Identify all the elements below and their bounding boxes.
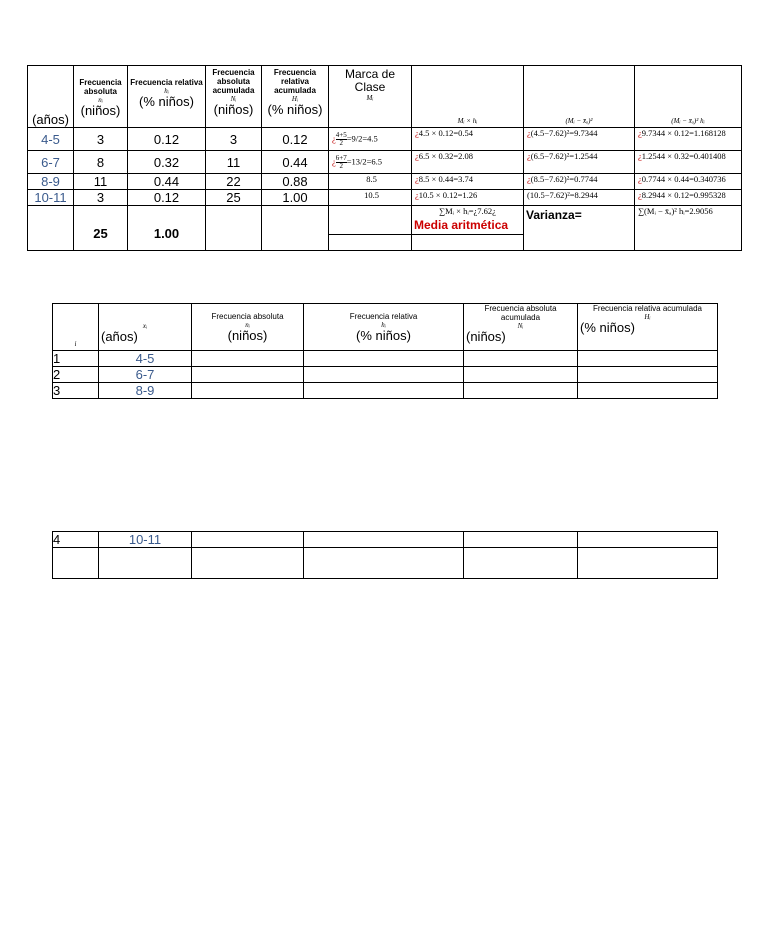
cum-abs-frequency: 22: [206, 174, 262, 190]
empty-cell: [304, 383, 464, 399]
header-frecuencia-relativa: Frecuencia relativa hᵢ (% niños): [128, 66, 206, 128]
empty-cell: [464, 351, 578, 367]
header-i: i: [53, 304, 99, 351]
table-row: [53, 367, 718, 383]
header-frecuencia-absoluta: Frecuencia absoluta nᵢ (niños): [74, 66, 128, 128]
class-interval: 6-7: [99, 367, 192, 383]
empty-cell: [578, 532, 718, 548]
cum-abs-frequency: 3: [206, 128, 262, 151]
header-frecuencia-absoluta: Frecuencia absoluta nᵢ (niños): [192, 304, 304, 351]
varianza-cell: [524, 206, 635, 251]
squared-deviation: ¿(4.5−7.62)²=9.7344: [524, 128, 635, 151]
abs-frequency: 11: [74, 174, 128, 190]
sum-variance-cell: [635, 206, 742, 251]
empty-cell: [464, 548, 578, 579]
table-row: [53, 351, 718, 367]
row-index: 2: [53, 367, 99, 383]
class-interval: 8-9: [99, 383, 192, 399]
empty-cell: [578, 383, 718, 399]
header-anos: (años): [28, 66, 74, 128]
weighted-deviation: ¿0.7744 × 0.44=0.340736: [635, 174, 742, 190]
empty-cell: [304, 367, 464, 383]
varianza-label: Varianza=: [526, 208, 582, 222]
squared-deviation: (10.5−7.62)²=8.2944: [524, 190, 635, 206]
sum-mi-hi: ∑Mᵢ × hᵢ=¿7.62¿: [439, 206, 496, 216]
empty-cell: [329, 206, 412, 251]
header-marca-de-clase: Marca de Clase Mᵢ: [329, 66, 412, 128]
cum-abs-frequency: 25: [206, 190, 262, 206]
empty-cell: [192, 383, 304, 399]
squared-deviation: ¿(6.5−7.62)²=1.2544: [524, 151, 635, 174]
frequency-table-continued: [52, 531, 718, 579]
rel-frequency: 0.32: [128, 151, 206, 174]
empty-cell: [304, 532, 464, 548]
rel-frequency: 0.12: [128, 128, 206, 151]
empty-cell: [206, 206, 262, 251]
empty-cell: [464, 532, 578, 548]
class-interval: 4-5: [28, 128, 74, 151]
header-frecuencia-relativa-acumulada: Frecuencia relativa acumulada Hᵢ (% niños): [262, 66, 329, 128]
row-index: 4: [53, 532, 99, 548]
class-mark: 10.5: [329, 190, 412, 206]
header-xi: xᵢ (años): [99, 304, 192, 351]
empty-cell: [304, 548, 464, 579]
class-interval: 6-7: [28, 151, 74, 174]
table-row: [53, 548, 718, 579]
empty-cell: [464, 383, 578, 399]
sum-variance: ∑(Mᵢ − x̄ₐ)² hᵢ=2.9056: [638, 206, 713, 216]
cum-rel-frequency: 1.00: [262, 190, 329, 206]
total-abs-frequency: 25: [74, 206, 128, 251]
abs-frequency: 3: [74, 128, 128, 151]
class-interval: 4-5: [99, 351, 192, 367]
totals-row: [28, 206, 742, 251]
header-mi-hi: Mᵢ × hᵢ: [412, 66, 524, 128]
mi-times-hi: ¿8.5 × 0.44=3.74: [412, 174, 524, 190]
empty-cell: [578, 351, 718, 367]
mi-times-hi: ¿10.5 × 0.12=1.26: [412, 190, 524, 206]
header-frecuencia-relativa: Frecuencia relativa hᵢ (% niños): [304, 304, 464, 351]
media-cell: [412, 206, 524, 251]
empty-cell: [262, 206, 329, 251]
empty-cell: [464, 367, 578, 383]
total-rel-frequency: 1.00: [128, 206, 206, 251]
table-row: [28, 128, 742, 151]
empty-cell: [28, 206, 74, 251]
empty-cell: [99, 548, 192, 579]
empty-cell: [53, 548, 99, 579]
abs-frequency: 3: [74, 190, 128, 206]
table-row: [53, 532, 718, 548]
cum-rel-frequency: 0.12: [262, 128, 329, 151]
mi-times-hi: ¿4.5 × 0.12=0.54: [412, 128, 524, 151]
header-desviacion-hi: (Mᵢ − x̄ₐ)² hᵢ: [635, 66, 742, 128]
row-index: 1: [53, 351, 99, 367]
class-interval: 10-11: [28, 190, 74, 206]
frequency-table-main: [27, 65, 742, 251]
empty-cell: [304, 351, 464, 367]
table-row: [28, 190, 742, 206]
empty-cell: [192, 367, 304, 383]
weighted-deviation: ¿9.7344 × 0.12=1.168128: [635, 128, 742, 151]
header-frecuencia-absoluta-acumulada: Frecuencia absoluta acumulada Nᵢ (niños): [206, 66, 262, 128]
table-row: [53, 383, 718, 399]
rel-frequency: 0.12: [128, 190, 206, 206]
empty-cell: [578, 548, 718, 579]
table-row: [28, 174, 742, 190]
abs-frequency: 8: [74, 151, 128, 174]
empty-cell: [192, 351, 304, 367]
weighted-deviation: ¿8.2944 × 0.12=0.995328: [635, 190, 742, 206]
rel-frequency: 0.44: [128, 174, 206, 190]
frequency-table-empty: [52, 303, 718, 399]
class-mark: 8.5: [329, 174, 412, 190]
weighted-deviation: ¿1.2544 × 0.32=0.401408: [635, 151, 742, 174]
cum-abs-frequency: 11: [206, 151, 262, 174]
header-frecuencia-relativa-acumulada: Frecuencia relativa acumulada Hᵢ (% niños): [578, 304, 718, 351]
empty-cell: [192, 532, 304, 548]
media-aritmetica-label: Media aritmética: [414, 218, 509, 232]
class-interval: 10-11: [99, 532, 192, 548]
mi-times-hi: ¿6.5 × 0.32=2.08: [412, 151, 524, 174]
squared-deviation: ¿(8.5−7.62)²=0.7744: [524, 174, 635, 190]
class-interval: 8-9: [28, 174, 74, 190]
row-index: 3: [53, 383, 99, 399]
class-mark: ¿ $\frac{4+5}{2}$ =9/2=4.5: [329, 128, 412, 151]
header-frecuencia-absoluta-acumulada: Frecuencia absoluta acumulada Nᵢ (niños): [464, 304, 578, 351]
cum-rel-frequency: 0.44: [262, 151, 329, 174]
header-desviacion: (Mᵢ − x̄ₐ)²: [524, 66, 635, 128]
empty-cell: [578, 367, 718, 383]
table-row: [28, 151, 742, 174]
cum-rel-frequency: 0.88: [262, 174, 329, 190]
class-mark: ¿ $\frac{6+7}{2}$ =13/2=6.5: [329, 151, 412, 174]
empty-cell: [192, 548, 304, 579]
